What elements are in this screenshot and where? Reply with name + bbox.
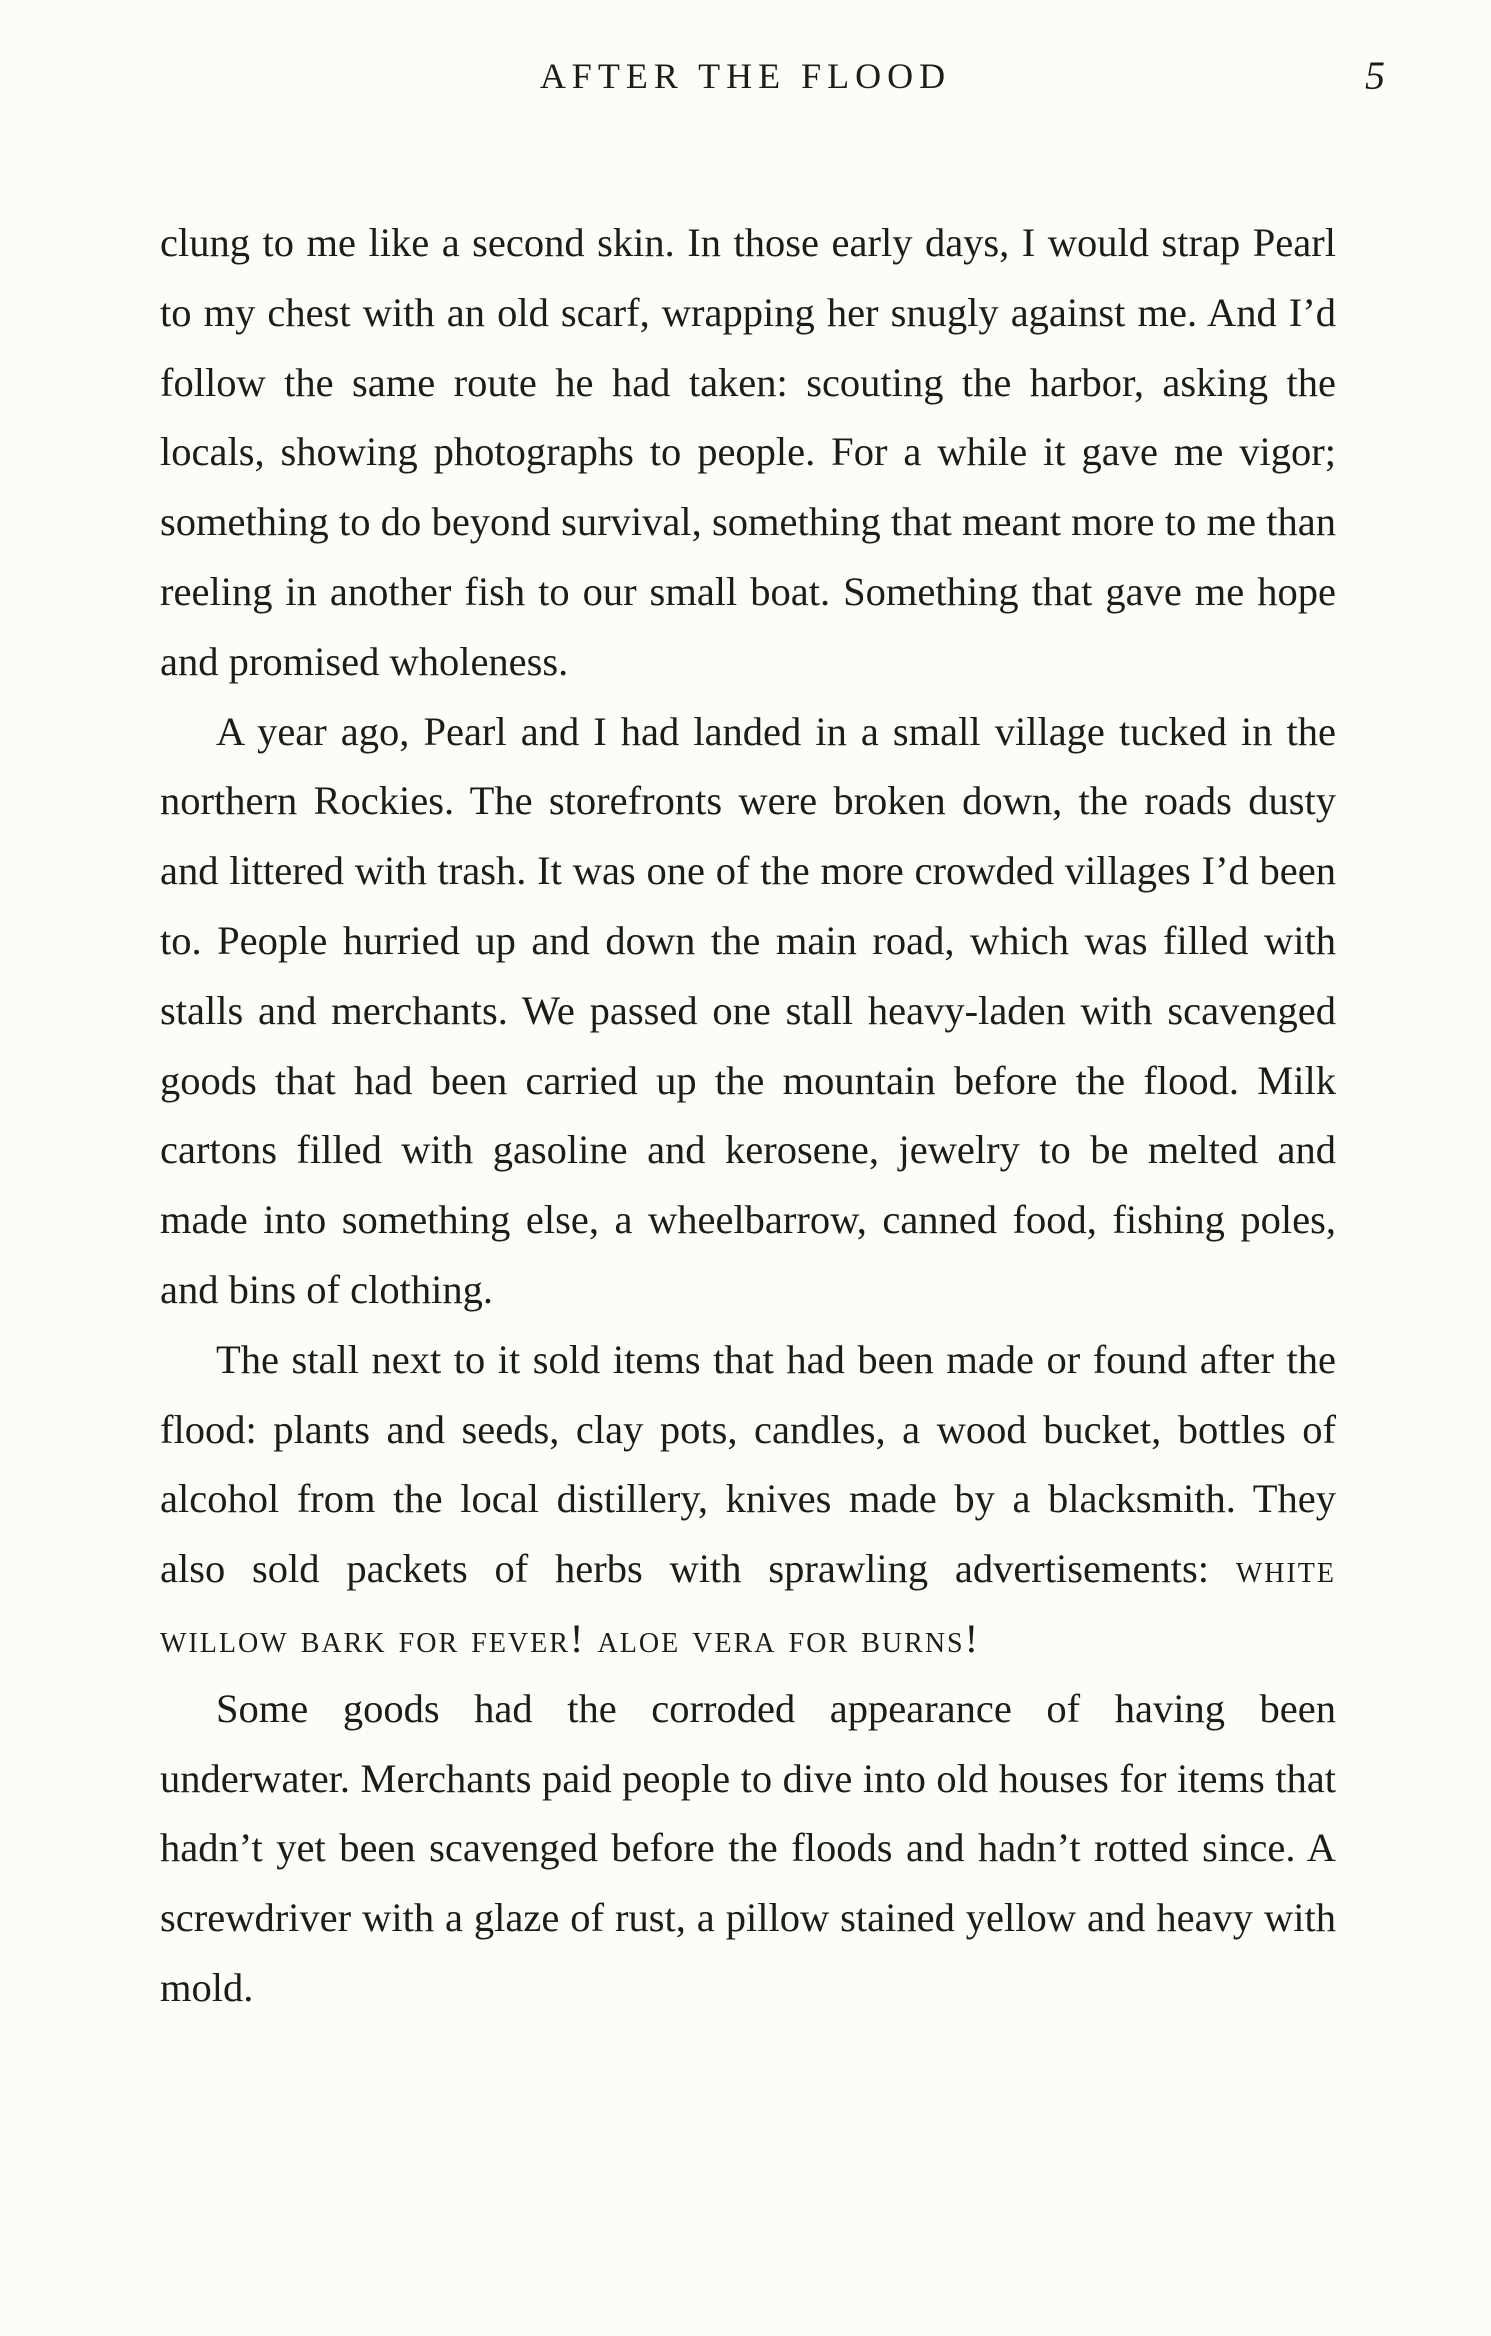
paragraph-2: A year ago, Pearl and I had landed in a small village tucked in the northern Rockies. The storefronts were broken down, the roads dusty and littered with trash. It was one of the more crowded villages I’d been to. People hurried up and down the main road, which was filled with stalls and merchants. We passed one stall heavy-laden with scavenged goods that had been carried up the mountain before the flood. Milk cartons filled with gasoline and kerosene, jewelry to be melted and made into something else, a wheelbarrow, canned food, fishing poles, and bins of clothing. <box>160 708 1336 1312</box>
paragraph-1: clung to me like a second skin. In those early days, I would strap Pearl to my chest with an old scarf, wrapping her snugly against me. And I’d follow the same route he had taken: scouting the harbor, asking the locals, showing photographs to people. For a while it gave me vigor; something to do beyond survival, something that meant more to me than reeling in another fish to our small boat. Something that gave me hope and promised wholeness. <box>160 220 1336 684</box>
paragraph-3-text: The stall next to it sold items that had been made or found after the flood: plants and seeds, clay pots, candles, a wood bucket, bottles of alcohol from the local distillery, knives made by a blacksmith. They also sold packets of herbs with sprawling advertisements: <box>160 1336 1336 1592</box>
paragraph-4: Some goods had the corroded appearance of having been underwater. Merchants paid people to dive into old houses for items that hadn’t yet been scavenged before the floods and hadn’t rotted since. A screwdriver with a glaze of rust, a pillow stained yellow and heavy with mold. <box>160 1685 1336 2010</box>
paragraph-3 <box>160 1325 1336 1674</box>
running-title: AFTER THE FLOOD <box>539 56 952 96</box>
running-head <box>0 46 1491 106</box>
page-number: 5 <box>1365 53 1385 98</box>
body-text <box>160 208 1336 2023</box>
advertisement-text: white willow bark for fever! aloe vera for burns! <box>160 1546 1336 1661</box>
